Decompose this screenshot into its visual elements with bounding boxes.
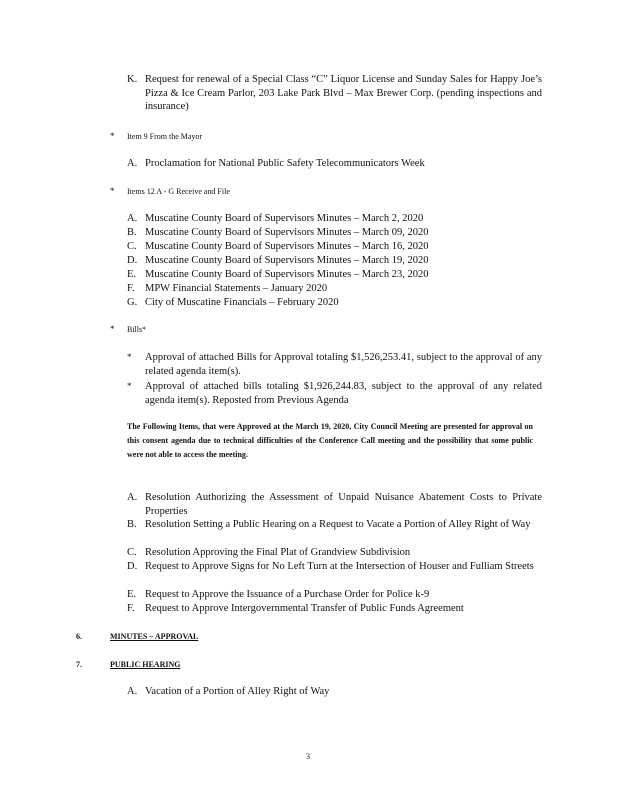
resolution-marker: A.: [127, 492, 138, 503]
section7-number: 7.: [76, 660, 82, 669]
receive-file-marker: C.: [127, 241, 137, 252]
bill-bullet: *: [127, 381, 132, 391]
resolution-item: Resolution Approving the Final Plat of Grandview Subdivision: [145, 547, 411, 558]
page-number: 3: [306, 752, 310, 761]
receive-file-item: MPW Financial Statements – January 2020: [145, 283, 328, 294]
bills-heading: Bills*: [127, 325, 147, 334]
receive-file-marker: D.: [127, 255, 138, 266]
item12-bullet: *: [110, 186, 115, 196]
section7-a-text: Vacation of a Portion of Alley Right of Way: [145, 686, 330, 697]
resolution-marker: F.: [127, 603, 135, 614]
receive-file-marker: B.: [127, 227, 137, 238]
item-k-text: Request for renewal of a Special Class “C” Liquor License and Sunday Sales for Happy Joe’s Pizza & Ice Cream Parlor, 203 Lake Park Blvd – Max Brewer Corp. (pending inspections and insurance): [145, 74, 542, 112]
item9-bullet: *: [110, 131, 115, 141]
section6-title: MINUTES – APPROVAL: [110, 632, 199, 641]
resolution-item: Request to Approve the Issuance of a Purchase Order for Police k-9: [145, 589, 430, 600]
resolution-item: Request to Approve Intergovernmental Transfer of Public Funds Agreement: [145, 603, 464, 614]
receive-file-item: City of Muscatine Financials – February 2020: [145, 297, 339, 308]
resolution-marker: C.: [127, 547, 137, 558]
item9-a-marker: A.: [127, 158, 138, 169]
resolution-marker: B.: [127, 519, 137, 530]
resolution-marker: E.: [127, 589, 137, 600]
receive-file-marker: A.: [127, 213, 138, 224]
section6-number: 6.: [76, 632, 82, 641]
resolution-marker: D.: [127, 561, 138, 572]
receive-file-item: Muscatine County Board of Supervisors Minutes – March 19, 2020: [145, 255, 429, 266]
item9-a-text: Proclamation for National Public Safety Telecommunicators Week: [145, 158, 425, 169]
receive-file-marker: G.: [127, 297, 138, 308]
receive-file-item: Muscatine County Board of Supervisors Minutes – March 16, 2020: [145, 241, 429, 252]
resolution-item: Request to Approve Signs for No Left Turn at the Intersection of Houser and Fulliam Streets: [145, 561, 534, 572]
reposted-note: The Following Items, that were Approved at the March 19, 2020, City Council Meeting are presented for approval on this consent agenda due to technical difficulties of the Conference Call meeting and the possibility that some public were not able to access the meeting.: [127, 422, 533, 459]
item9-heading: Item 9 From the Mayor: [127, 132, 203, 141]
receive-file-item: Muscatine County Board of Supervisors Minutes – March 2, 2020: [145, 213, 424, 224]
bill-approval-1: Approval of attached Bills for Approval totaling $1,526,253.41, subject to the approval of any related agenda item(s).: [145, 352, 542, 377]
bills-bullet: *: [110, 324, 115, 334]
receive-file-marker: E.: [127, 269, 137, 280]
bill-bullet: *: [127, 352, 132, 362]
receive-file-item: Muscatine County Board of Supervisors Minutes – March 09, 2020: [145, 227, 429, 238]
bill-approval-2: Approval of attached bills totaling $1,926,244.83, subject to the approval of any related agenda item(s). Reposted from Previous Agenda: [145, 381, 542, 406]
receive-file-marker: F.: [127, 283, 135, 294]
resolution-item: Resolution Setting a Public Hearing on a Request to Vacate a Portion of Alley Right of Way: [145, 519, 531, 530]
item12-heading: Items 12 A - G Receive and File: [127, 187, 230, 196]
resolution-item: Resolution Authorizing the Assessment of Unpaid Nuisance Abatement Costs to Private Properties: [145, 492, 542, 517]
section7-title: PUBLIC HEARING: [110, 660, 181, 669]
receive-file-item: Muscatine County Board of Supervisors Minutes – March 23, 2020: [145, 269, 429, 280]
section7-a-marker: A.: [127, 686, 138, 697]
item-k-marker: K.: [127, 74, 138, 85]
